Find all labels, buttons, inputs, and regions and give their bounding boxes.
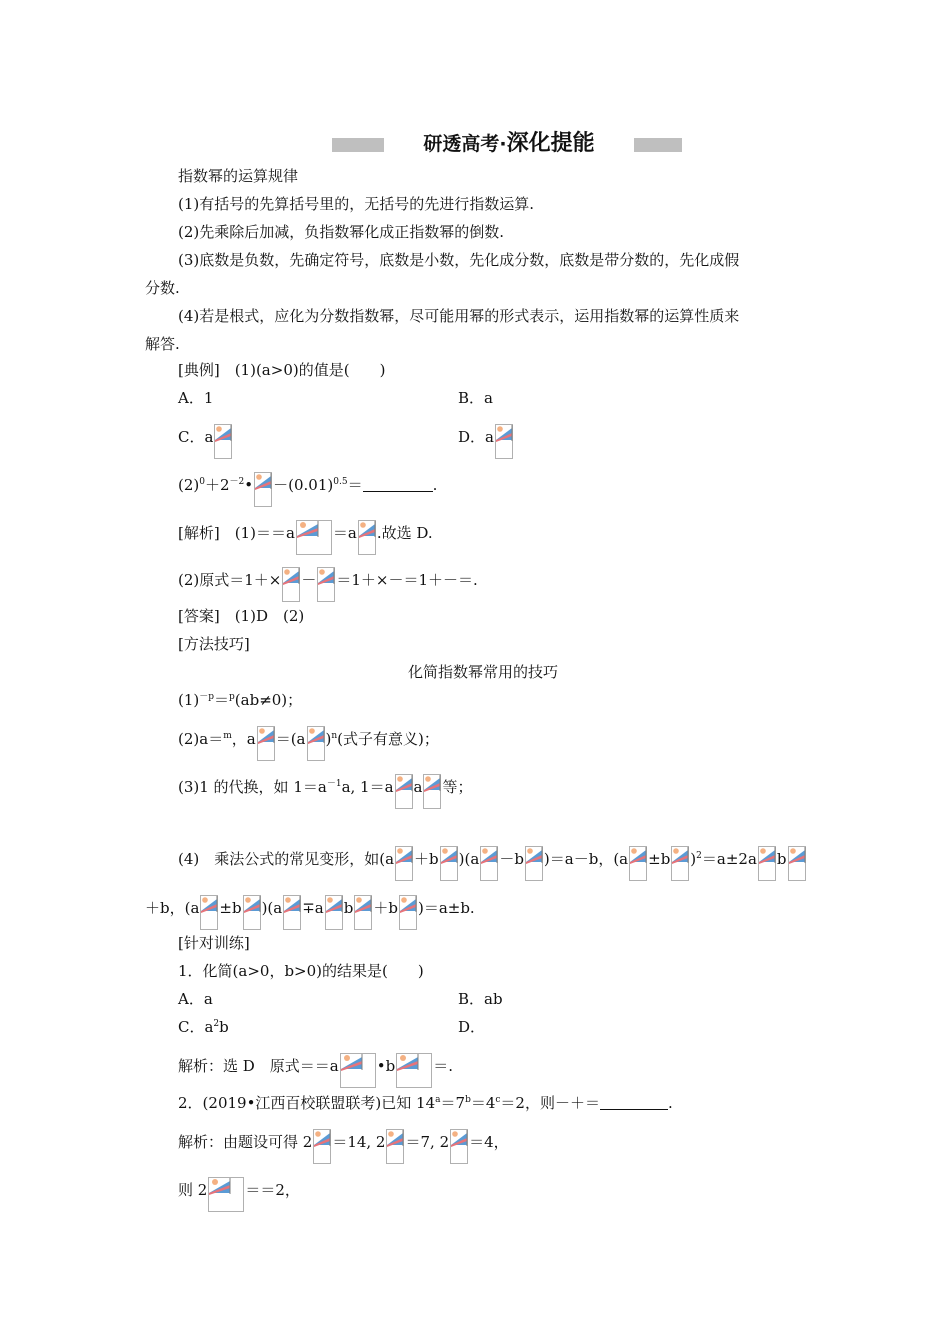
solution-2: (2)原式＝1＋× － ＝1＋×－＝1＋－＝. xyxy=(178,567,478,602)
option-a: A．1 xyxy=(178,389,214,407)
formula-image xyxy=(525,846,543,881)
formula-image xyxy=(354,895,372,930)
q1-option-a: A．a xyxy=(178,990,213,1008)
q1-solution: 解析：选 D 原式＝＝a •b ＝. xyxy=(178,1053,453,1088)
banner-right-text: 深化提能 xyxy=(506,131,595,156)
option-b: B．a xyxy=(458,389,493,407)
banner-dot: · xyxy=(499,133,507,155)
q1-option-b: B．ab xyxy=(458,990,503,1008)
answer: [答案] (1)D (2) xyxy=(178,607,305,625)
tip-3: (3)1 的代换，如 $1=a^{-1}a$, 1＝a a 等； xyxy=(178,774,473,809)
formula-image xyxy=(396,1053,432,1088)
text-line: (1)有括号的先算括号里的，无括号的先进行指数运算. xyxy=(178,195,535,213)
question-1: 1．化简(a>0，b>0)的结果是( ) xyxy=(178,962,424,980)
formula-image xyxy=(629,846,647,881)
method-title: 化简指数幂常用的技巧 xyxy=(408,663,559,681)
text-line: 分数. xyxy=(145,279,180,297)
formula-image xyxy=(788,846,806,881)
tip-2: (2)a＝$^m$，a ＝(a )$^n$(式子有意义)； xyxy=(178,726,439,761)
formula-image xyxy=(325,895,343,930)
question-2: 2．(2019•江西百校联盟联考)已知 $14^a=7^b=4^c=2$，则－＋＝ . xyxy=(178,1094,673,1112)
formula-image xyxy=(307,726,325,761)
q2-solution-cont: 则 2 ＝＝2， xyxy=(178,1177,300,1212)
text-line: (4)若是根式，应化为分数指数幂，尽可能用幂的形式表示，运用指数幂的运算性质来 xyxy=(178,307,740,325)
formula-image xyxy=(317,567,335,602)
example-title: [典例] (1)(a>0)的值是( ) xyxy=(178,361,386,379)
solution-1: [解析] (1)＝＝a ＝a .故选 D. xyxy=(178,520,433,555)
formula-image xyxy=(243,895,261,930)
q2-solution: 解析：由题设可得 2 ＝14, 2 ＝7, 2 ＝4， xyxy=(178,1129,509,1164)
banner-left-text: 研透高考 xyxy=(423,133,500,155)
formula-image xyxy=(395,846,413,881)
formula-image xyxy=(257,726,275,761)
formula-image xyxy=(440,846,458,881)
text-line: (2)先乘除后加减，负指数幂化成正指数幂的倒数. xyxy=(178,223,505,241)
q1-option-c: C．$a^2b$ xyxy=(178,1018,229,1036)
formula-image xyxy=(208,1177,244,1212)
option-c: C．a xyxy=(178,424,233,459)
formula-image xyxy=(283,895,301,930)
tip-4: (4) 乘法公式的常见变形，如(a ＋b )(a －b )＝a－b，(a ±b )$^2$＝a±2a b xyxy=(178,846,807,881)
formula-image xyxy=(480,846,498,881)
formula-image xyxy=(386,1129,404,1164)
formula-image xyxy=(758,846,776,881)
tip-1: $(1)^{-p}=^p(ab\ne 0)$； xyxy=(178,691,303,709)
method-heading: [方法技巧] xyxy=(178,635,250,653)
formula-image xyxy=(296,520,332,555)
formula-image xyxy=(495,424,513,459)
tip-4-cont: ＋b，(a ±b )(a ∓a b ＋b )＝a±b. xyxy=(145,895,475,930)
formula-image xyxy=(399,895,417,930)
formula-image xyxy=(200,895,218,930)
section-banner xyxy=(332,128,682,160)
example-2: $(2)^0+2^{-2}•$ $-(0.01)^{0.5}=$ . xyxy=(178,472,437,507)
formula-image xyxy=(671,846,689,881)
answer-blank xyxy=(363,477,433,492)
formula-image xyxy=(340,1053,376,1088)
answer-blank xyxy=(600,1095,668,1110)
formula-image xyxy=(358,520,376,555)
q1-option-d: D． xyxy=(458,1018,486,1036)
text-line: (3)底数是负数，先确定符号，底数是小数，先化成分数，底数是带分数的，先化成假 xyxy=(178,251,740,269)
banner-title xyxy=(384,131,634,157)
formula-image xyxy=(254,472,272,507)
option-d: D．a xyxy=(458,424,514,459)
formula-image xyxy=(395,774,413,809)
formula-image xyxy=(214,424,232,459)
training-heading: [针对训练] xyxy=(178,934,250,952)
text-line: 解答. xyxy=(145,335,180,353)
formula-image xyxy=(423,774,441,809)
formula-image xyxy=(282,567,300,602)
formula-image xyxy=(313,1129,331,1164)
formula-image xyxy=(450,1129,468,1164)
text-line: 指数幂的运算规律 xyxy=(178,167,299,185)
